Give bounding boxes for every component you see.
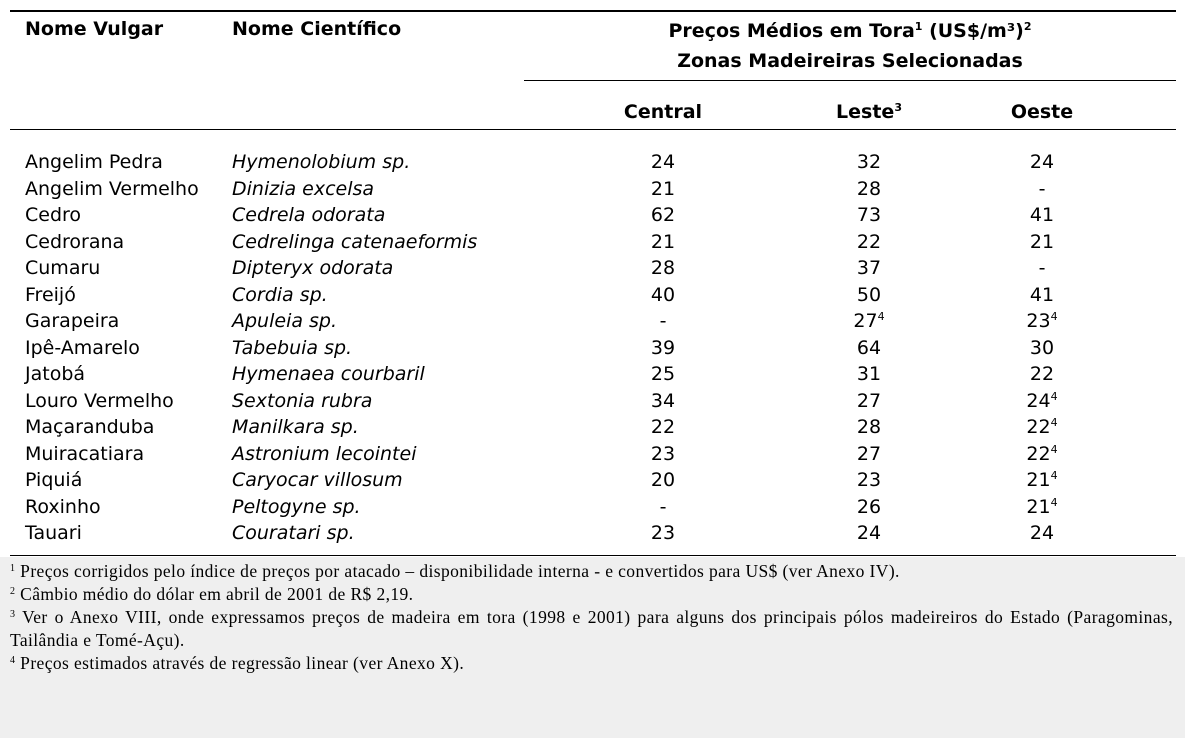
cell-common-name xyxy=(25,522,82,544)
footnote-1-mark: 1 xyxy=(10,563,16,574)
cell-common-name-value: Tauari xyxy=(25,522,82,544)
cell-leste-value: 27 xyxy=(856,442,882,465)
cell-scientific-name xyxy=(232,310,337,332)
cell-scientific-name xyxy=(232,257,393,279)
cell-common-name xyxy=(25,310,119,332)
header-oeste: Oeste xyxy=(1010,101,1074,123)
cell-oeste-value: 21 xyxy=(1026,495,1051,518)
cell-scientific-name-value: Cordia sp. xyxy=(232,283,328,306)
cell-common-name-value: Muiracatiara xyxy=(25,442,145,465)
price-title-footnote-mark: 1 xyxy=(914,20,923,33)
cell-common-name xyxy=(25,231,124,253)
cell-common-name-value: Cedrorana xyxy=(25,230,125,253)
cell-central-value: - xyxy=(659,495,667,518)
cell-oeste-value: - xyxy=(1038,257,1046,279)
cell-leste xyxy=(819,284,919,306)
cell-central xyxy=(613,416,713,438)
cell-central xyxy=(613,443,713,465)
cell-common-name xyxy=(25,337,140,359)
cell-leste xyxy=(819,416,919,438)
cell-central xyxy=(613,522,713,544)
cell-oeste-value: 21 xyxy=(1026,469,1051,491)
cell-oeste-value: 22 xyxy=(1026,416,1051,438)
cell-leste-value: 23 xyxy=(856,469,882,491)
cell-common-name xyxy=(25,151,163,173)
header-zones-title: Zonas Madeireiras Selecionadas xyxy=(677,50,1023,72)
cell-leste xyxy=(819,363,919,385)
cell-scientific-name-value: Couratari sp. xyxy=(232,522,355,544)
cell-oeste-footnote-mark: 4 xyxy=(1050,442,1058,456)
header-common-name: Nome Vulgar xyxy=(25,18,164,40)
cell-leste xyxy=(819,204,919,226)
cell-oeste xyxy=(992,310,1092,332)
cell-oeste xyxy=(992,416,1092,438)
cell-common-name xyxy=(25,178,199,200)
cell-leste-value: 64 xyxy=(856,336,882,359)
cell-central-value: 21 xyxy=(650,230,676,253)
cell-oeste xyxy=(992,151,1092,173)
table-row xyxy=(0,151,1185,178)
cell-scientific-name-value: Hymenolobium sp. xyxy=(232,151,411,173)
price-title-text: Preços Médios em Tora xyxy=(668,20,915,42)
cell-central-value: 39 xyxy=(650,336,676,359)
cell-common-name xyxy=(25,257,100,279)
cell-central xyxy=(613,231,713,253)
cell-scientific-name xyxy=(232,204,385,226)
cell-oeste xyxy=(992,204,1092,226)
cell-leste xyxy=(819,337,919,359)
cell-central-value: 34 xyxy=(650,389,676,412)
cell-leste-value: 26 xyxy=(856,495,882,518)
cell-oeste xyxy=(992,496,1092,518)
cell-oeste-footnote-mark: 4 xyxy=(1050,469,1058,482)
footnote-3-mark: 3 xyxy=(10,609,16,620)
table-row xyxy=(0,337,1185,364)
footnotes xyxy=(0,557,1185,738)
cell-oeste xyxy=(992,337,1092,359)
table-row xyxy=(0,363,1185,390)
cell-central xyxy=(613,496,713,518)
cell-central xyxy=(613,178,713,200)
cell-common-name-value: Ipê-Amarelo xyxy=(25,336,140,359)
cell-scientific-name xyxy=(232,443,416,465)
cell-oeste-value: 41 xyxy=(1029,204,1055,226)
cell-oeste-footnote-mark: 4 xyxy=(1050,416,1058,429)
footnote-2-text: Câmbio médio do dólar em abril de 2001 de R$ 2,19. xyxy=(15,584,414,604)
cell-scientific-name-value: Caryocar villosum xyxy=(232,469,403,491)
cell-central-value: 23 xyxy=(650,522,676,544)
table-row xyxy=(0,284,1185,311)
cell-common-name-value: Garapeira xyxy=(25,310,120,332)
cell-leste-footnote-mark: 4 xyxy=(877,310,885,323)
cell-scientific-name-value: Peltogyne sp. xyxy=(232,495,361,518)
cell-common-name-value: Cedro xyxy=(25,204,82,226)
cell-scientific-name xyxy=(232,416,359,438)
cell-common-name xyxy=(25,363,85,385)
cell-scientific-name xyxy=(232,390,372,412)
cell-central-value: 21 xyxy=(650,177,676,200)
cell-central xyxy=(613,204,713,226)
cell-scientific-name-value: Dinizia excelsa xyxy=(232,177,375,200)
table-row xyxy=(0,310,1185,337)
cell-common-name xyxy=(25,469,82,491)
footnote-1 xyxy=(0,560,1185,583)
cell-oeste xyxy=(992,469,1092,491)
cell-central xyxy=(613,310,713,332)
cell-leste xyxy=(819,496,919,518)
cell-oeste-value: 41 xyxy=(1029,283,1055,306)
cell-central xyxy=(613,363,713,385)
header-bottom-rule xyxy=(10,129,1176,130)
cell-oeste xyxy=(992,284,1092,306)
cell-oeste-footnote-mark: 4 xyxy=(1050,310,1058,323)
cell-scientific-name xyxy=(232,231,477,253)
cell-oeste xyxy=(992,390,1092,412)
cell-central xyxy=(613,257,713,279)
cell-central-value: 24 xyxy=(650,151,676,173)
footnote-2-mark: 2 xyxy=(10,586,16,597)
cell-scientific-name-value: Cedrela odorata xyxy=(232,204,386,226)
cell-scientific-name xyxy=(232,337,352,359)
cell-common-name xyxy=(25,390,174,412)
cell-central xyxy=(613,337,713,359)
footnote-3 xyxy=(0,606,1185,652)
cell-leste xyxy=(819,469,919,491)
cell-central-value: 62 xyxy=(650,204,676,226)
cell-oeste xyxy=(992,443,1092,465)
table-row xyxy=(0,204,1185,231)
cell-oeste-value: 24 xyxy=(1029,151,1055,173)
cell-leste-value: 73 xyxy=(856,204,882,226)
cell-oeste xyxy=(992,178,1092,200)
cell-central xyxy=(613,284,713,306)
cell-leste xyxy=(819,257,919,279)
cell-central-value: 28 xyxy=(650,257,676,279)
cell-leste-value: 28 xyxy=(856,416,882,438)
cell-oeste-value: 30 xyxy=(1029,336,1055,359)
cell-scientific-name-value: Astronium lecointei xyxy=(232,442,417,465)
cell-oeste-value: 22 xyxy=(1029,363,1055,385)
cell-common-name-value: Jatobá xyxy=(25,363,86,385)
cell-common-name-value: Maçaranduba xyxy=(25,416,155,438)
cell-scientific-name-value: Manilkara sp. xyxy=(232,416,359,438)
header-price-title xyxy=(524,20,1176,42)
cell-oeste-value: 21 xyxy=(1029,230,1055,253)
table-row xyxy=(0,496,1185,523)
cell-leste-value: 27 xyxy=(853,310,878,332)
cell-common-name-value: Angelim Vermelho xyxy=(25,177,199,200)
header-leste-footnote-mark: 3 xyxy=(894,101,902,114)
footnote-4-text: Preços estimados através de regressão linear (ver Anexo X). xyxy=(15,653,465,673)
table-top-rule xyxy=(10,10,1176,12)
cell-oeste-footnote-mark: 4 xyxy=(1050,389,1058,403)
header-leste-text: Leste xyxy=(836,101,895,123)
footnote-3-text: Ver o Anexo VIII, onde expressamos preços de madeira em tora (1998 e 2001) para alguns dos principais pólos madeireiros do Estado (Paragominas, Tailândia e Tomé-Açu). xyxy=(10,607,1173,650)
cell-central-value: 40 xyxy=(650,283,676,306)
cell-common-name xyxy=(25,204,81,226)
cell-central-value: 25 xyxy=(650,363,676,385)
table-bottom-rule xyxy=(10,555,1176,556)
cell-common-name-value: Cumaru xyxy=(25,257,101,279)
cell-leste-value: 28 xyxy=(856,177,882,200)
cell-scientific-name-value: Hymenaea courbaril xyxy=(232,363,425,385)
cell-central xyxy=(613,151,713,173)
price-unit-footnote-mark: 2 xyxy=(1023,20,1032,33)
cell-scientific-name xyxy=(232,522,355,544)
cell-common-name-value: Angelim Pedra xyxy=(25,151,163,173)
cell-leste xyxy=(819,390,919,412)
cell-central xyxy=(613,390,713,412)
cell-oeste xyxy=(992,231,1092,253)
cell-common-name-value: Louro Vermelho xyxy=(25,389,174,412)
table-row xyxy=(0,443,1185,470)
cell-scientific-name xyxy=(232,469,403,491)
cell-central-value: 22 xyxy=(650,416,676,438)
cell-leste xyxy=(819,522,919,544)
cell-common-name xyxy=(25,443,144,465)
header-leste xyxy=(819,101,919,123)
header-central: Central xyxy=(623,101,703,123)
zones-header-rule xyxy=(524,80,1176,81)
cell-common-name xyxy=(25,284,76,306)
cell-central xyxy=(613,469,713,491)
cell-common-name xyxy=(25,416,154,438)
cell-scientific-name xyxy=(232,178,374,200)
table-row xyxy=(0,469,1185,496)
price-unit-text: (US$/m³) xyxy=(922,20,1024,42)
table-row xyxy=(0,257,1185,284)
cell-leste xyxy=(819,443,919,465)
cell-common-name xyxy=(25,496,101,518)
table-row xyxy=(0,390,1185,417)
footnote-4-mark: 4 xyxy=(10,655,16,666)
cell-common-name-value: Freijó xyxy=(25,283,76,306)
footnote-2 xyxy=(0,583,1185,606)
cell-oeste-value: 22 xyxy=(1026,442,1051,465)
header-scientific-name: Nome Científico xyxy=(232,18,402,40)
cell-scientific-name-value: Tabebuia sp. xyxy=(232,336,353,359)
cell-common-name-value: Roxinho xyxy=(25,495,101,518)
cell-leste-value: 32 xyxy=(856,151,882,173)
cell-central-value: 23 xyxy=(650,442,676,465)
cell-scientific-name xyxy=(232,151,410,173)
cell-leste-value: 50 xyxy=(856,283,882,306)
cell-scientific-name xyxy=(232,496,361,518)
cell-leste xyxy=(819,178,919,200)
cell-common-name-value: Piquiá xyxy=(25,469,83,491)
table-row xyxy=(0,416,1185,443)
cell-scientific-name xyxy=(232,363,425,385)
footnote-4 xyxy=(0,652,1185,675)
cell-scientific-name-value: Sextonia rubra xyxy=(232,389,373,412)
cell-leste-value: 37 xyxy=(856,257,882,279)
cell-scientific-name xyxy=(232,284,328,306)
cell-oeste-value: - xyxy=(1038,177,1046,200)
cell-leste-value: 22 xyxy=(856,230,882,253)
cell-oeste xyxy=(992,522,1092,544)
cell-leste-value: 24 xyxy=(856,522,882,544)
cell-oeste-value: 24 xyxy=(1029,522,1055,544)
table-row xyxy=(0,178,1185,205)
cell-leste xyxy=(819,310,919,332)
cell-oeste xyxy=(992,363,1092,385)
cell-central-value: 20 xyxy=(650,469,676,491)
cell-leste-value: 27 xyxy=(856,389,882,412)
cell-scientific-name-value: Dipteryx odorata xyxy=(232,257,394,279)
cell-oeste-value: 23 xyxy=(1026,310,1051,332)
cell-oeste-footnote-mark: 4 xyxy=(1050,495,1058,509)
table-row xyxy=(0,522,1185,549)
cell-oeste-value: 24 xyxy=(1026,389,1051,412)
cell-leste-value: 31 xyxy=(856,363,882,385)
table-row xyxy=(0,231,1185,258)
cell-oeste xyxy=(992,257,1092,279)
cell-leste xyxy=(819,231,919,253)
cell-leste xyxy=(819,151,919,173)
footnote-1-text: Preços corrigidos pelo índice de preços por atacado – disponibilidade interna - e convertidos para US$ (ver Anexo IV). xyxy=(15,561,900,581)
cell-scientific-name-value: Apuleia sp. xyxy=(232,310,338,332)
cell-scientific-name-value: Cedrelinga catenaeformis xyxy=(232,230,478,253)
cell-central-value: - xyxy=(659,310,667,332)
